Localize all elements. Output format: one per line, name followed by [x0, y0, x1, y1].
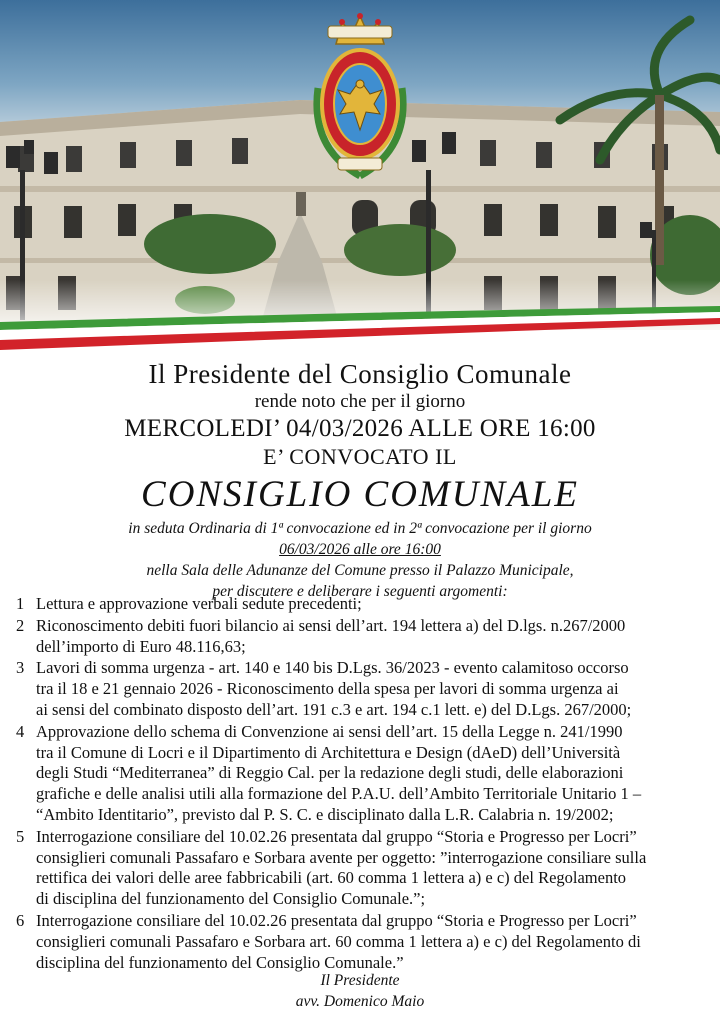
meeting-date: MERCOLEDI’ 04/03/2026 ALLE ORE 16:00 — [124, 415, 596, 442]
agenda-item-number: 3 — [16, 658, 25, 678]
signature-role: Il Presidente — [320, 972, 400, 989]
agenda-item — [16, 722, 716, 826]
agenda-item-text: Approvazione dello schema di Convenzione ai sensi dell’art. 15 della Legge n. 241/1990 tra il Comune di Locri e il Dipartimento di Architettura e Design (dAeD) dell’Università degli Studi “Mediterranea” di Reggio Cal. per la redazione degli studi, delle elaborazioni grafiche e delle analisi utili alla formazione del P.A.U. dell’Ambito Territoriale Unitario 1 – “Ambito Identitario”, previsto dal P. S. C. e disciplinato dalla L.R. Calabria n. 19/2002; — [36, 721, 642, 824]
agenda-item-text: Interrogazione consiliare del 10.02.26 presentata dal gruppo “Storia e Progresso per Locri” consiglieri comunali Passafaro e Sorbara avente per oggetto: ”interrogazione consiliare sulla rettifica dei valori delle aree fabbricabili (art. 60 comma 1 lettera a) e c) del Regolamento di disciplina del funzionamento del Consiglio Comunale.”; — [36, 826, 647, 909]
purpose-line: per discutere e deliberare i seguenti argomenti: — [212, 583, 508, 600]
signature-block — [0, 970, 720, 1012]
agenda-item-text: Interrogazione consiliare del 10.02.26 presentata dal gruppo “Storia e Progresso per Locri” consiglieri comunali Passafaro e Sorbara art. 60 comma 1 lettera a) e c) del Regolamento di disciplina del funzionamento del Consiglio Comunale.” — [36, 910, 641, 972]
agenda-item — [16, 658, 716, 720]
notice-line: rende noto che per il giorno — [254, 391, 466, 412]
agenda-item — [16, 616, 716, 658]
agenda-list — [16, 594, 716, 974]
city-crest-logo — [300, 8, 420, 188]
location-line: nella Sala delle Adunanze del Comune presso il Palazzo Municipale, — [146, 562, 574, 579]
agenda-item-number: 4 — [16, 721, 25, 741]
agenda-item-text: Lettura e approvazione verbali sedute precedenti; — [36, 594, 362, 613]
agenda-item — [16, 827, 716, 910]
agenda-item-number: 5 — [16, 826, 25, 846]
convened-line: E’ CONVOCATO IL — [263, 444, 457, 469]
agenda-item — [16, 911, 716, 973]
president-line: Il Presidente del Consiglio Comunale — [148, 359, 572, 389]
session-line: in seduta Ordinaria di 1ª convocazione ed in 2ª convocazione per il giorno — [128, 520, 592, 537]
council-title: CONSIGLIO COMUNALE — [141, 474, 579, 515]
signature-name: avv. Domenico Maio — [295, 993, 425, 1010]
agenda-item-number: 1 — [16, 594, 25, 613]
agenda-item-text: Riconoscimento debiti fuori bilancio ai sensi dell’art. 194 lettera a) del D.lgs. n.267/2000 dell’importo di Euro 48.116,63; — [36, 615, 626, 656]
agenda-item — [16, 594, 716, 615]
header-illustration — [0, 0, 720, 362]
second-convocation-date: 06/03/2026 alle ore 16:00 — [279, 541, 441, 558]
notice-header — [0, 358, 720, 602]
agenda-item-text: Lavori di somma urgenza - art. 140 e 140 bis D.Lgs. 36/2023 - evento calamitoso occorso tra il 18 e 21 gennaio 2026 - Riconoscimento della spesa per lavori di somma urgenza ai ai sensi del combinato disposto dell’art. 191 c.3 e art. 194 c.1 lett. e) del D.Lgs. 267/2000; — [36, 658, 632, 719]
agenda-item-number: 6 — [16, 910, 25, 930]
agenda-item-number: 2 — [16, 615, 25, 635]
